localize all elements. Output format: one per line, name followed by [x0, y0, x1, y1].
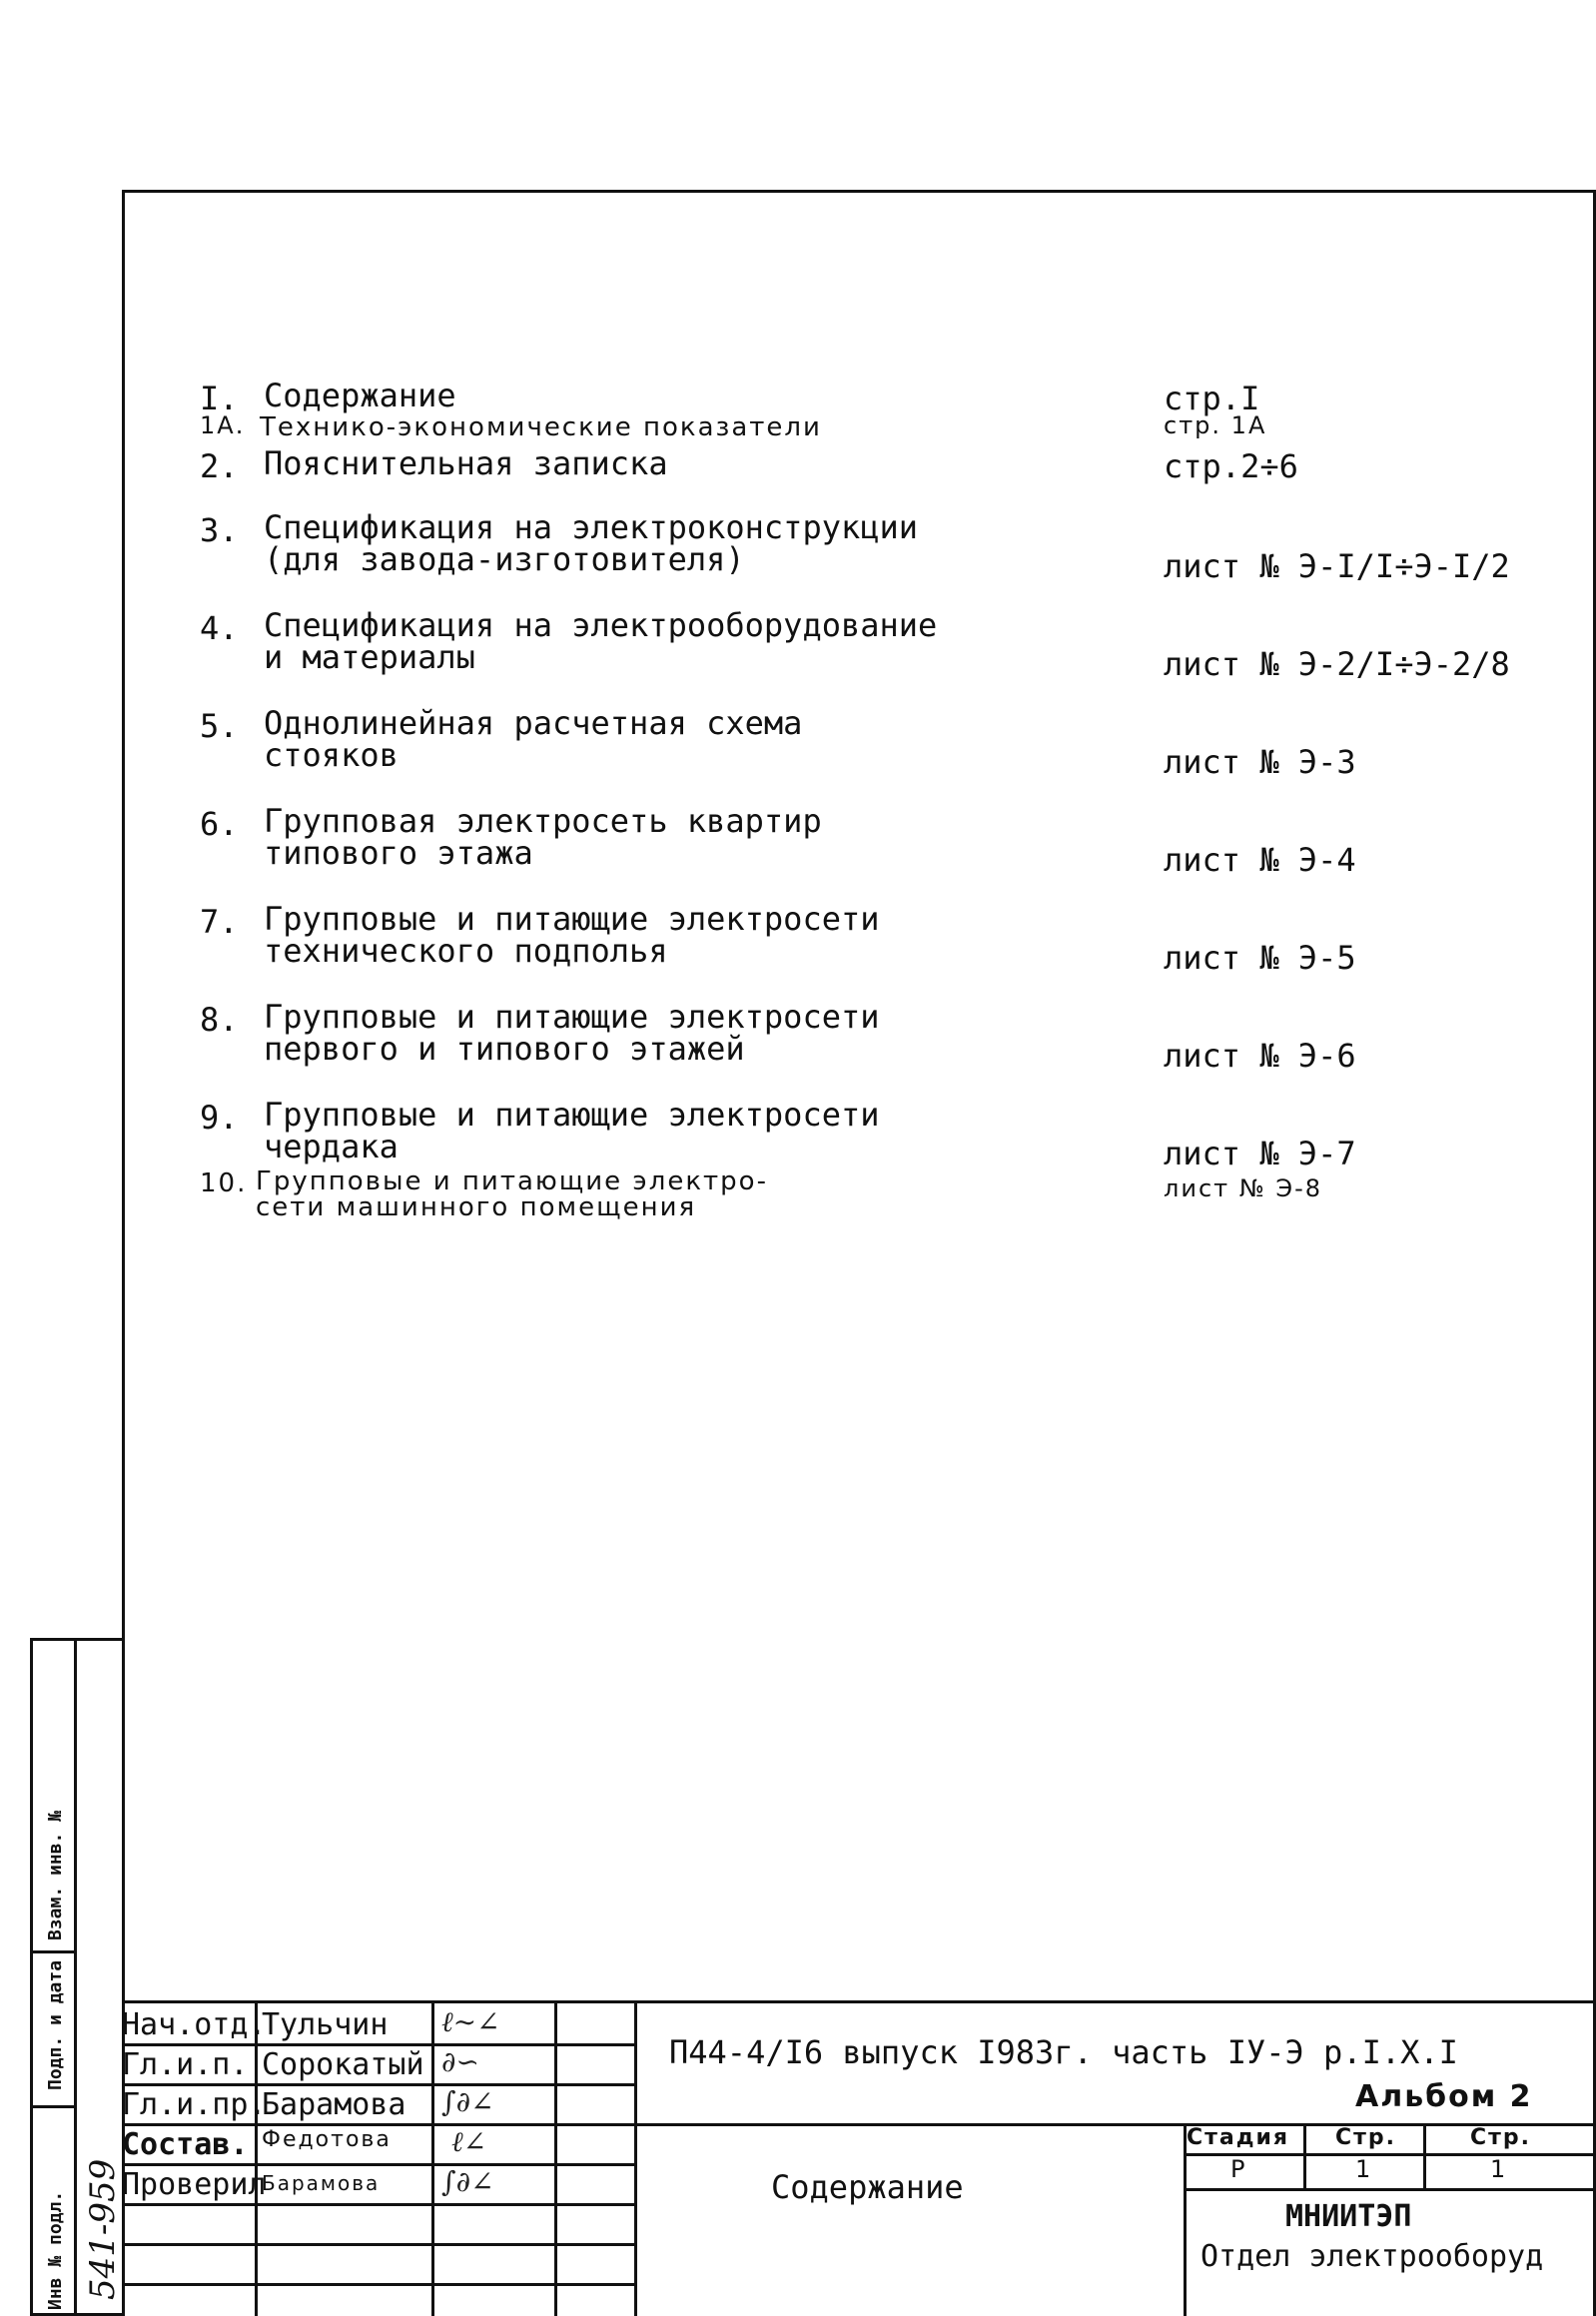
tb-line [122, 2283, 634, 2286]
tb-line [122, 2043, 634, 2046]
tb-line [554, 2003, 557, 2316]
role-proveril: Проверил [122, 2167, 267, 2202]
strip-podp-data: Подп. и дата [45, 1959, 66, 2090]
tb-line [122, 2203, 634, 2206]
tb-line [1184, 2188, 1596, 2191]
toc-title: Групповые и питающие электро- сети машинного помещения [256, 1166, 768, 1222]
toc-num: 9. [200, 1099, 239, 1137]
role-nach-otd: Нач.отд. [122, 2007, 267, 2042]
name-2: Сорокатый [262, 2047, 424, 2082]
toc-num: 2. [200, 447, 239, 485]
stage-header: Стадия [1187, 2125, 1290, 2150]
toc-ref: лист № Э-3 [1164, 743, 1356, 781]
tb-line [255, 2003, 258, 2316]
toc-num: 7. [200, 903, 239, 941]
sheet-header: Стр. [1335, 2125, 1397, 2150]
role-gl-ip: Гл.и.п. [122, 2047, 249, 2082]
toc-title: Спецификация на электроконструкции (для завода-изготовителя) [264, 508, 919, 578]
toc-title: Групповые и питающие электросети первого и типового этажей [264, 998, 880, 1068]
role-sostav: Состав. [122, 2127, 249, 2162]
toc-num: 3. [200, 511, 239, 549]
toc-ref: лист № Э-2/I÷Э-2/8 [1164, 645, 1510, 683]
toc-title: Пояснительная записка [264, 444, 668, 482]
toc-ref: лист № Э-5 [1164, 939, 1356, 977]
toc-title: Содержание [264, 377, 456, 414]
title-block [122, 2000, 1596, 2316]
album-label: Альбом 2 [1355, 2079, 1533, 2114]
tb-line [122, 2163, 634, 2166]
signature-2: ∂∽ [441, 2045, 479, 2078]
tb-line [431, 2003, 434, 2316]
strip-inv-number: 541-959 [83, 2158, 123, 2300]
signature-3: ∫∂∠ [441, 2085, 494, 2118]
toc-num: 6. [200, 805, 239, 843]
sheet-value: 1 [1355, 2155, 1373, 2183]
document-code: П44-4/I6 выпуск I983г. часть IУ-Э р.I.Х.I [669, 2033, 1458, 2071]
sheets-header: Стр. [1470, 2125, 1532, 2150]
tb-line [122, 2243, 634, 2246]
tb-line [1184, 2123, 1187, 2316]
name-1: Тульчин [262, 2007, 389, 2042]
signature-5: ∫∂∠ [441, 2165, 494, 2198]
toc-title: Групповые и питающие электросети технического подполья [264, 900, 880, 970]
toc-title: Технико-экономические показатели [260, 412, 822, 442]
department: Отдел электрооборуд [1200, 2239, 1544, 2274]
signature-1: ℓ∼∠ [441, 2005, 500, 2038]
stage-value: Р [1230, 2155, 1247, 2183]
strip-divider [33, 2105, 77, 2108]
role-gl-ipr: Гл.и.пр. [122, 2087, 267, 2122]
strip-vzam-inv: Взам. инв. № [45, 1810, 66, 1940]
toc-ref: стр.I [1164, 380, 1260, 417]
name-3: Барамова [262, 2087, 406, 2122]
toc-title: Спецификация на электрооборудование и материалы [264, 606, 938, 676]
name-4: Федотова [262, 2127, 392, 2152]
toc-num: 10. [200, 1168, 248, 1198]
toc-title: Групповая электросеть квартир типового этажа [264, 802, 822, 872]
toc-title: Однолинейная расчетная схема стояков [264, 704, 803, 774]
toc-title: Групповые и питающие электросети чердака [264, 1096, 880, 1165]
strip-inv-podl: Инв № подл. [45, 2190, 66, 2310]
toc-ref: лист № Э-4 [1164, 841, 1356, 879]
strip-divider [33, 1950, 77, 1953]
toc-num: 1А. [200, 411, 246, 439]
toc-ref: лист № Э-I/I÷Э-I/2 [1164, 547, 1510, 585]
document-title: Содержание [771, 2168, 964, 2206]
toc-ref: стр.2÷6 [1164, 447, 1298, 485]
organization: МНИИТЭП [1285, 2199, 1412, 2234]
sheets-value: 1 [1490, 2155, 1508, 2183]
toc-num: I. [200, 380, 239, 417]
signature-4: ℓ∠ [451, 2125, 487, 2158]
toc-ref: лист № Э-8 [1164, 1174, 1323, 1202]
margin-strip [30, 1638, 122, 2316]
toc-ref: лист № Э-7 [1164, 1135, 1356, 1172]
tb-line [634, 2003, 637, 2316]
toc-ref: стр. 1А [1164, 411, 1267, 439]
toc-num: 4. [200, 609, 239, 647]
tb-line [122, 2083, 634, 2086]
toc-num: 5. [200, 707, 239, 745]
toc-num: 8. [200, 1001, 239, 1039]
name-5: Барамова [262, 2171, 381, 2195]
toc-ref: лист № Э-6 [1164, 1037, 1356, 1075]
